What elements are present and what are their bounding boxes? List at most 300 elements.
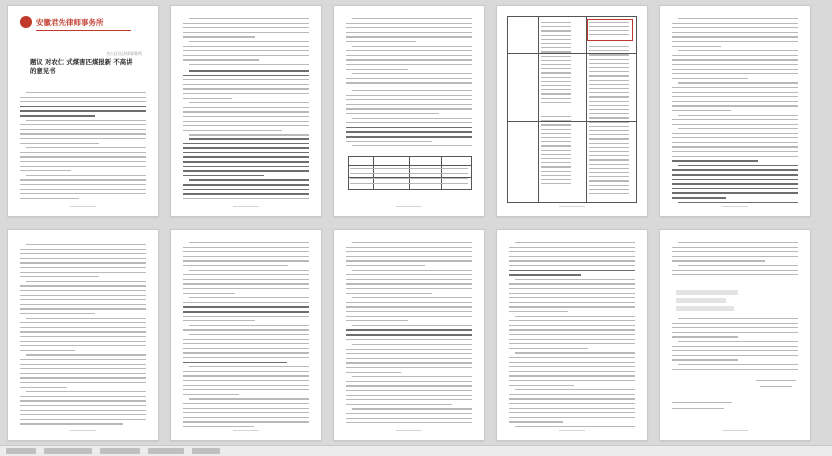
text-line	[541, 129, 571, 130]
text-line	[678, 364, 798, 365]
text-line	[509, 274, 581, 276]
text-line	[589, 143, 629, 144]
text-line	[183, 426, 254, 427]
text-line	[346, 274, 472, 275]
text-line	[183, 121, 309, 122]
text-line	[346, 36, 472, 37]
text-line	[20, 115, 95, 117]
text-line	[509, 343, 635, 344]
text-line	[346, 302, 472, 303]
text-line	[346, 349, 472, 350]
firm-name: 安徽君先律师事务所	[36, 17, 104, 27]
text-line	[20, 419, 146, 420]
text-line	[672, 46, 721, 47]
text-line	[589, 50, 629, 51]
text-line	[589, 75, 629, 76]
text-line	[20, 143, 99, 144]
text-line	[20, 276, 99, 277]
text-line	[589, 101, 629, 102]
text-line	[541, 77, 571, 78]
text-line	[541, 26, 571, 27]
text-line	[346, 95, 472, 96]
text-line	[672, 151, 798, 152]
doc-tag: 为公区民法律事务所	[106, 51, 142, 56]
text-line	[183, 111, 309, 112]
text-line	[183, 84, 309, 85]
text-line	[183, 198, 309, 199]
text-line	[678, 128, 798, 129]
text-line	[183, 385, 309, 386]
text-line	[183, 394, 239, 395]
text-line	[183, 288, 309, 289]
page-number	[722, 430, 748, 431]
text-line	[183, 23, 309, 24]
text-line	[541, 51, 571, 52]
text-line	[346, 122, 472, 123]
text-line	[672, 402, 732, 403]
text-line	[589, 180, 629, 181]
text-line	[672, 41, 798, 42]
text-line	[589, 185, 629, 186]
text-line	[183, 175, 264, 177]
text-line	[509, 251, 635, 252]
text-line	[26, 92, 146, 93]
text-line	[183, 362, 287, 364]
text-line	[346, 55, 472, 56]
text-line	[26, 120, 146, 121]
text-line	[346, 23, 472, 24]
text-line	[20, 110, 146, 112]
text-line	[352, 242, 472, 243]
text-line	[183, 306, 309, 308]
text-line	[589, 22, 629, 23]
text-line	[678, 242, 798, 243]
text-line	[346, 41, 416, 42]
page-number	[396, 206, 422, 207]
text-line	[20, 262, 146, 263]
text-line	[346, 78, 472, 79]
text-line	[589, 92, 629, 93]
text-line	[541, 81, 571, 82]
text-line	[350, 183, 468, 184]
text-line	[20, 410, 146, 411]
text-line	[20, 101, 146, 102]
text-line	[589, 113, 629, 114]
page-number	[559, 206, 585, 207]
text-line	[541, 98, 571, 99]
text-line	[509, 417, 635, 418]
text-line	[589, 138, 629, 139]
text-line	[189, 242, 309, 243]
text-line	[183, 189, 309, 191]
page-number	[559, 430, 585, 431]
text-line	[672, 197, 726, 199]
redacted-block	[676, 298, 726, 303]
text-line	[26, 175, 146, 176]
text-line	[672, 23, 798, 24]
text-line	[189, 102, 309, 103]
text-line	[672, 188, 798, 190]
text-line	[509, 380, 635, 381]
status-chip-mode	[148, 448, 184, 454]
text-line	[346, 104, 472, 105]
text-line	[509, 366, 635, 367]
text-line	[20, 179, 146, 180]
text-line	[541, 158, 571, 159]
text-line	[183, 46, 309, 47]
text-line	[20, 193, 146, 194]
text-line	[183, 256, 309, 257]
text-line	[589, 84, 629, 85]
text-line	[183, 79, 309, 80]
text-line	[589, 155, 629, 156]
text-line	[346, 418, 472, 419]
text-line	[346, 283, 472, 284]
firm-logo	[20, 16, 104, 28]
text-line	[515, 426, 635, 427]
text-line	[346, 82, 472, 83]
text-line	[26, 354, 146, 355]
text-line	[515, 316, 635, 317]
text-line	[346, 108, 472, 109]
text-line	[672, 133, 798, 134]
text-line	[672, 327, 798, 328]
text-line	[346, 362, 472, 363]
text-line	[672, 355, 798, 356]
text-line	[672, 59, 798, 60]
text-line	[20, 345, 146, 346]
text-line	[20, 423, 123, 424]
text-line	[672, 274, 798, 275]
text-line	[678, 165, 798, 167]
text-line	[189, 297, 309, 298]
text-line	[672, 27, 798, 28]
page-thumbnail-4[interactable]	[497, 6, 647, 216]
text-line	[183, 279, 309, 280]
text-line	[352, 145, 472, 146]
text-line	[589, 96, 629, 97]
text-line	[541, 171, 571, 172]
text-line	[672, 174, 798, 176]
text-line	[20, 396, 146, 397]
text-line	[509, 412, 635, 413]
page-number	[396, 430, 422, 431]
text-line	[20, 295, 146, 296]
text-line	[672, 137, 798, 138]
text-line	[589, 30, 629, 31]
text-line	[589, 105, 629, 106]
page-thumbnail-6[interactable]	[8, 230, 158, 440]
text-line	[541, 116, 571, 117]
text-line	[346, 306, 472, 307]
text-line	[672, 119, 798, 120]
text-line	[20, 170, 71, 171]
text-line	[509, 394, 635, 395]
text-line	[346, 27, 472, 28]
text-line	[183, 380, 309, 381]
text-line	[20, 138, 146, 139]
text-line	[589, 71, 629, 72]
text-line	[672, 336, 738, 337]
text-line	[183, 251, 309, 252]
text-line	[183, 408, 309, 409]
text-line	[346, 50, 472, 51]
text-line	[26, 391, 146, 392]
page-thumbnail-3[interactable]	[334, 6, 484, 216]
text-line	[672, 408, 724, 409]
text-line	[183, 93, 309, 94]
text-line	[509, 362, 635, 363]
text-line	[672, 156, 798, 157]
text-line	[20, 184, 146, 185]
text-line	[20, 336, 146, 337]
text-line	[183, 130, 282, 131]
text-line	[183, 274, 309, 275]
text-line	[541, 133, 571, 134]
text-line	[352, 376, 472, 377]
text-line	[509, 297, 635, 298]
text-line	[509, 375, 635, 376]
text-line	[672, 55, 798, 56]
text-line	[509, 247, 635, 248]
text-line	[183, 375, 309, 376]
text-line	[672, 32, 798, 33]
text-line	[346, 99, 472, 100]
text-line	[346, 265, 425, 266]
text-line	[672, 192, 798, 194]
text-line	[183, 88, 309, 89]
text-line	[515, 352, 635, 353]
page-thumbnail-9[interactable]	[497, 230, 647, 440]
text-line	[541, 179, 571, 180]
text-line	[589, 109, 629, 110]
text-line	[183, 421, 309, 422]
text-line	[189, 398, 309, 399]
page-thumbnail-7[interactable]	[171, 230, 321, 440]
text-line	[346, 385, 472, 386]
text-line	[20, 373, 146, 374]
text-line	[183, 311, 309, 313]
text-line	[352, 325, 472, 326]
text-line	[346, 279, 472, 280]
text-line	[509, 403, 635, 404]
text-line	[26, 244, 146, 245]
text-line	[672, 146, 798, 147]
text-line	[183, 152, 309, 154]
status-chip-extra	[192, 448, 220, 454]
text-line	[183, 166, 309, 168]
text-line	[509, 334, 635, 335]
text-line	[541, 124, 571, 125]
page-number	[722, 206, 748, 207]
text-line	[183, 107, 309, 108]
redacted-block	[676, 290, 738, 295]
text-line	[183, 260, 309, 261]
text-line	[672, 92, 798, 93]
text-line	[509, 325, 635, 326]
text-line	[541, 72, 571, 73]
text-line	[20, 290, 146, 291]
status-chip-language	[100, 448, 140, 454]
text-line	[509, 288, 635, 289]
text-line	[183, 184, 309, 186]
text-line	[509, 357, 635, 358]
text-line	[589, 172, 629, 173]
text-line	[678, 50, 798, 51]
text-line	[346, 422, 472, 423]
text-line	[678, 18, 798, 19]
text-line	[589, 176, 629, 177]
text-line	[20, 313, 95, 314]
text-line	[189, 366, 309, 367]
text-line	[509, 348, 588, 349]
text-line	[183, 417, 309, 418]
text-line	[541, 60, 571, 61]
text-line	[678, 265, 798, 266]
text-line	[541, 93, 571, 94]
text-line	[509, 311, 568, 312]
status-chip-words	[44, 448, 92, 454]
text-line	[346, 113, 439, 114]
text-line	[20, 106, 146, 108]
text-line	[589, 159, 629, 160]
page-thumbnail-2[interactable]	[171, 6, 321, 216]
text-line	[515, 389, 635, 390]
text-line	[346, 404, 452, 405]
text-line	[183, 193, 309, 195]
text-line	[672, 247, 798, 248]
text-line	[183, 371, 309, 372]
text-line	[678, 82, 798, 83]
text-line	[346, 32, 472, 33]
text-line	[346, 141, 432, 142]
redacted-block	[676, 306, 734, 311]
text-line	[183, 170, 309, 172]
text-line	[672, 73, 798, 74]
page-number	[70, 430, 96, 431]
text-line	[183, 143, 309, 145]
text-line	[20, 129, 146, 130]
text-line	[20, 327, 146, 328]
text-line	[20, 308, 146, 309]
text-line	[20, 359, 146, 360]
text-line	[20, 405, 146, 406]
page-thumbnail-8[interactable]	[334, 230, 484, 440]
text-line	[26, 318, 146, 319]
text-line	[183, 116, 309, 117]
text-line	[589, 147, 629, 148]
text-line	[589, 122, 629, 123]
text-line	[20, 267, 146, 268]
text-line	[672, 346, 798, 347]
text-line	[541, 89, 571, 90]
text-line	[346, 334, 472, 336]
page-number	[233, 206, 259, 207]
text-line	[346, 399, 472, 400]
text-line	[346, 316, 472, 317]
text-line	[509, 408, 635, 409]
page-number	[70, 206, 96, 207]
text-line	[20, 331, 146, 332]
text-line	[509, 260, 635, 261]
text-line	[541, 166, 571, 167]
text-line	[183, 125, 309, 126]
page-thumbnail-10[interactable]	[660, 230, 810, 440]
text-line	[541, 22, 571, 23]
text-line	[183, 389, 309, 390]
text-line	[189, 64, 309, 65]
text-line	[541, 183, 571, 184]
status-chip-page	[6, 448, 36, 454]
logo-underline	[36, 30, 131, 31]
text-line	[541, 150, 571, 151]
text-line	[20, 97, 146, 98]
page-thumbnail-5[interactable]	[660, 6, 810, 216]
text-line	[509, 256, 635, 257]
text-line	[541, 137, 571, 138]
text-line	[183, 75, 309, 77]
text-line	[541, 141, 571, 142]
text-line	[183, 161, 309, 163]
text-line	[509, 283, 635, 284]
text-line	[20, 258, 146, 259]
text-line	[20, 322, 146, 323]
text-line	[672, 350, 798, 351]
text-line	[509, 398, 635, 399]
text-line	[20, 166, 146, 167]
text-line	[346, 395, 472, 396]
text-line	[20, 304, 146, 305]
text-line	[678, 115, 798, 116]
page-thumbnail-1[interactable]	[8, 6, 158, 216]
text-line	[346, 329, 472, 331]
text-line	[350, 173, 468, 174]
text-line	[509, 270, 635, 272]
text-line	[346, 288, 472, 289]
text-line	[26, 281, 146, 282]
text-line	[672, 64, 798, 65]
text-line	[352, 297, 472, 298]
text-line	[183, 357, 309, 358]
text-line	[183, 348, 309, 349]
text-line	[541, 35, 571, 36]
text-line	[352, 46, 472, 47]
text-line	[352, 73, 472, 74]
text-line	[352, 18, 472, 19]
text-line	[541, 43, 571, 44]
text-line	[509, 320, 635, 321]
text-line	[678, 318, 798, 319]
text-line	[346, 256, 472, 257]
text-line	[509, 306, 635, 307]
text-line	[672, 359, 738, 360]
text-line	[20, 156, 146, 157]
text-line	[541, 120, 571, 121]
text-line	[589, 59, 629, 60]
text-line	[20, 387, 67, 388]
text-line	[672, 96, 798, 97]
text-line	[189, 334, 309, 335]
text-line	[509, 329, 635, 330]
text-line	[20, 249, 146, 250]
text-line	[672, 169, 798, 171]
text-line	[589, 46, 629, 47]
text-line	[183, 329, 309, 330]
text-line	[589, 151, 629, 152]
text-line	[20, 400, 146, 401]
text-line	[183, 265, 288, 266]
text-line	[509, 421, 563, 422]
